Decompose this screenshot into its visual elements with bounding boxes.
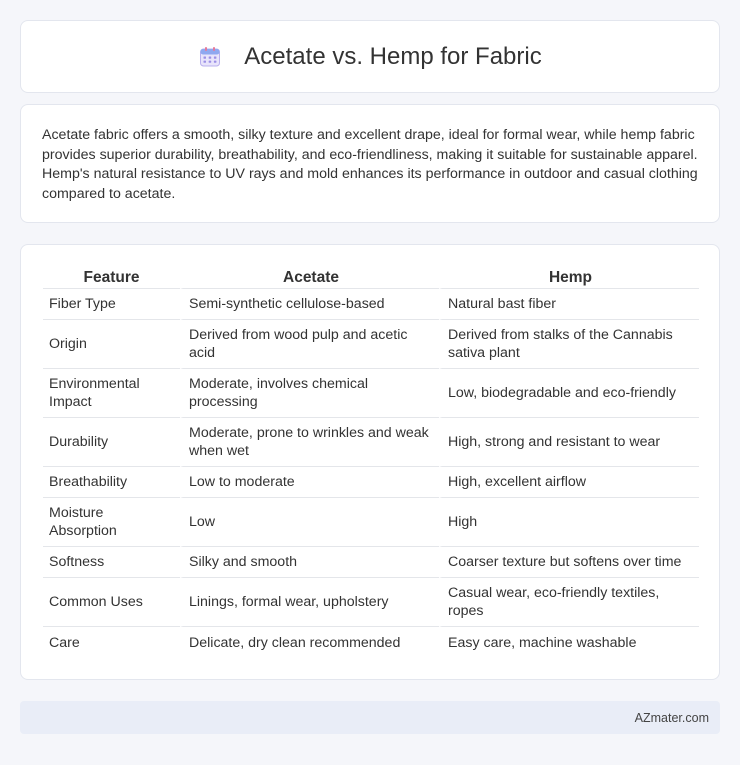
summary-text: Acetate fabric offers a smooth, silky texture and excellent drape, ideal for formal wear, while hemp fabric provides superior durability, breathability, and eco-friendliness, making it suitable for sustainable apparel. Hemp's natural resistance to UV rays and mold enhances its performance in outdoor and casual clothing compared to acetate. [42, 127, 698, 202]
header-acetate: Acetate [180, 265, 439, 289]
hemp-cell: Derived from stalks of the Cannabis sativa plant [439, 320, 699, 369]
feature-cell: Softness [43, 547, 180, 578]
hemp-cell: High, strong and resistant to wear [439, 418, 699, 467]
hemp-cell: Low, biodegradable and eco-friendly [439, 369, 699, 418]
table-row [43, 289, 699, 320]
hemp-cell: Coarser texture but softens over time [439, 547, 699, 578]
feature-cell: Fiber Type [43, 289, 180, 320]
table-row [43, 467, 699, 498]
comparison-table-card [20, 244, 720, 680]
acetate-cell: Low [180, 498, 439, 547]
feature-cell: Common Uses [43, 578, 180, 627]
comparison-table [43, 265, 699, 658]
table-row [43, 320, 699, 369]
hemp-cell: High [439, 498, 699, 547]
table-row [43, 369, 699, 418]
acetate-cell: Derived from wood pulp and acetic acid [180, 320, 439, 369]
table-row [43, 547, 699, 578]
summary-card [20, 104, 720, 223]
title-card [20, 20, 720, 93]
feature-cell: Durability [43, 418, 180, 467]
table-row [43, 627, 699, 658]
header-hemp: Hemp [439, 265, 699, 289]
acetate-cell: Linings, formal wear, upholstery [180, 578, 439, 627]
page-title: Acetate vs. Hemp for Fabric [244, 42, 542, 70]
acetate-cell: Silky and smooth [180, 547, 439, 578]
acetate-cell: Moderate, prone to wrinkles and weak when wet [180, 418, 439, 467]
hemp-cell: High, excellent airflow [439, 467, 699, 498]
header-feature: Feature [43, 265, 180, 289]
table-header-row [43, 265, 699, 289]
acetate-cell: Moderate, involves chemical processing [180, 369, 439, 418]
footer [20, 701, 720, 734]
table-row [43, 498, 699, 547]
feature-cell: Breathability [43, 467, 180, 498]
table-row [43, 578, 699, 627]
footer-brand[interactable]: AZmater.com [634, 710, 709, 725]
hemp-cell: Easy care, machine washable [439, 627, 699, 658]
feature-cell: Environmental Impact [43, 369, 180, 418]
feature-cell: Care [49, 634, 80, 651]
acetate-cell: Semi-synthetic cellulose-based [180, 289, 439, 320]
calendar-icon [198, 45, 222, 69]
table-row [43, 418, 699, 467]
hemp-cell: Casual wear, eco-friendly textiles, ropes [439, 578, 699, 627]
acetate-cell: Low to moderate [180, 467, 439, 498]
title-wrap [198, 43, 541, 71]
acetate-cell: Delicate, dry clean recommended [180, 627, 439, 658]
feature-cell: Moisture Absorption [43, 498, 180, 547]
feature-cell: Origin [43, 320, 180, 369]
hemp-cell: Natural bast fiber [439, 289, 699, 320]
